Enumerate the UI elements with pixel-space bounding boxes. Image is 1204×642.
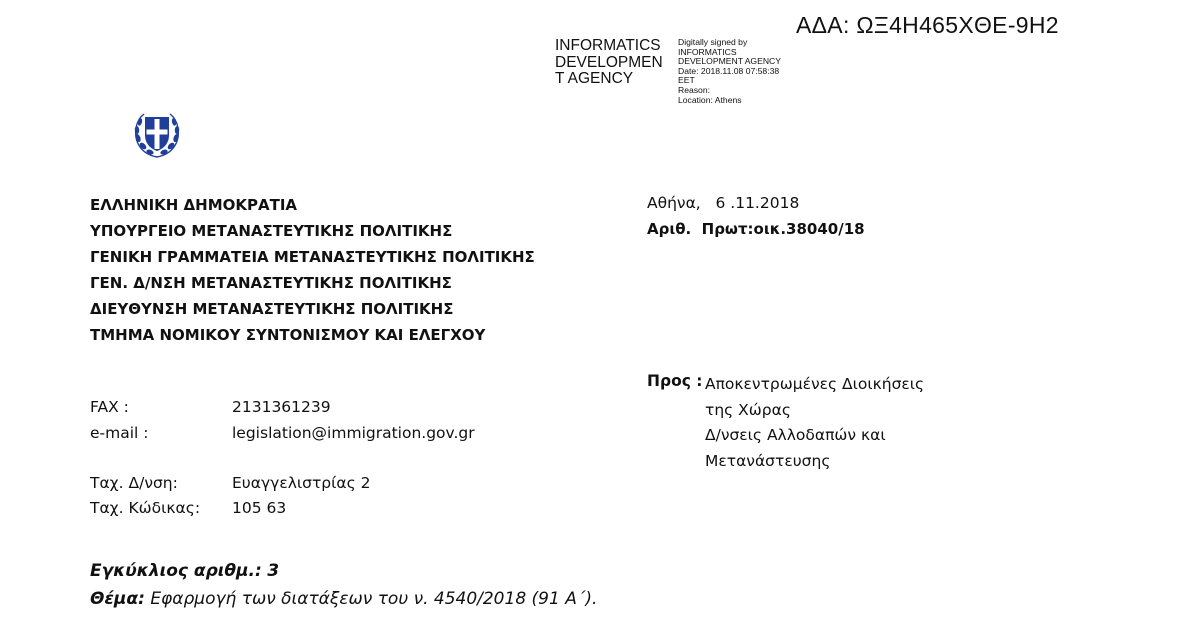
address-value: Ευαγγελιστρίας 2 [232, 474, 371, 492]
protocol-number: Αριθ. Πρωτ:οικ.38040/18 [647, 220, 865, 238]
signature-detail-line: Location: Athens [678, 94, 742, 105]
circular-label: Εγκύκλιος αριθμ.: [90, 561, 262, 581]
address-label: Ταχ. Δ/νση: [90, 474, 178, 492]
signature-detail-line: Reason: [678, 84, 711, 95]
signature-org-line: INFORMATICS [555, 37, 661, 54]
recipient-line: Μετανάστευσης [705, 451, 831, 470]
email-value[interactable]: legislation@immigration.gov.gr [232, 424, 475, 442]
signature-detail-line: DEVELOPMENT AGENCY [678, 56, 781, 67]
recipient-line: Δ/νσεις Αλλοδαπών και [705, 426, 886, 444]
signature-detail-line: INFORMATICS [678, 46, 737, 57]
signature-details [678, 38, 781, 105]
recipients-list [705, 372, 924, 474]
signature-detail-line: EET [678, 75, 695, 86]
signature-organization [555, 38, 663, 88]
recipient-line: της Χώρας [705, 400, 791, 419]
ministry-header [90, 192, 535, 348]
circular-number-line [90, 561, 279, 581]
signature-detail-line: Date: 2018.11.08 07:58:38 [678, 65, 780, 76]
header-line-directorate: ΔΙΕΥΘΥΝΣΗ ΜΕΤΑΝΑΣΤΕΥΤΙΚΗΣ ΠΟΛΙΤΙΚΗΣ [90, 300, 454, 318]
header-line-republic: ΕΛΛΗΝΙΚΗ ΔΗΜΟΚΡΑΤΙΑ [90, 196, 298, 214]
subject-line [90, 589, 597, 609]
signature-detail-line: Digitally signed by [678, 37, 748, 47]
header-line-department: ΤΜΗΜΑ ΝΟΜΙΚΟΥ ΣΥΝΤΟΝΙΣΜΟΥ ΚΑΙ ΕΛΕΓΧΟΥ [90, 326, 486, 344]
document-date: Αθήνα, 6 .11.2018 [647, 194, 800, 212]
fax-label: FAX : [90, 398, 129, 416]
header-line-ministry: ΥΠΟΥΡΓΕΙΟ ΜΕΤΑΝΑΣΤΕΥΤΙΚΗΣ ΠΟΛΙΤΙΚΗΣ [90, 222, 453, 240]
recipients-label: Προς : [647, 372, 703, 390]
greek-coat-of-arms-icon [131, 108, 183, 160]
circular-number: 3 [267, 561, 280, 581]
postal-code-label: Ταχ. Κώδικας: [90, 499, 201, 517]
header-line-general-directorate: ΓΕΝ. Δ/ΝΣΗ ΜΕΤΑΝΑΣΤΕΥΤΙΚΗΣ ΠΟΛΙΤΙΚΗΣ [90, 274, 452, 292]
subject-text: Εφαρμογή των διατάξεων του ν. 4540/2018 (91 Α΄). [150, 589, 598, 609]
fax-value: 2131361239 [232, 398, 331, 416]
recipient-line: Αποκεντρωμένες Διοικήσεις [705, 375, 925, 393]
ada-code: ΑΔΑ: ΩΞ4Η465ΧΘΕ-9Η2 [796, 12, 1059, 38]
postal-code-value: 105 63 [232, 499, 287, 517]
header-line-secretariat: ΓΕΝΙΚΗ ΓΡΑΜΜΑΤΕΙΑ ΜΕΤΑΝΑΣΤΕΥΤΙΚΗΣ ΠΟΛΙΤΙΚΗΣ [90, 248, 535, 266]
signature-org-line: DEVELOPMEN [555, 53, 663, 71]
subject-label: Θέμα: [90, 589, 145, 609]
email-label: e-mail : [90, 424, 149, 442]
signature-org-line: T AGENCY [555, 70, 634, 87]
